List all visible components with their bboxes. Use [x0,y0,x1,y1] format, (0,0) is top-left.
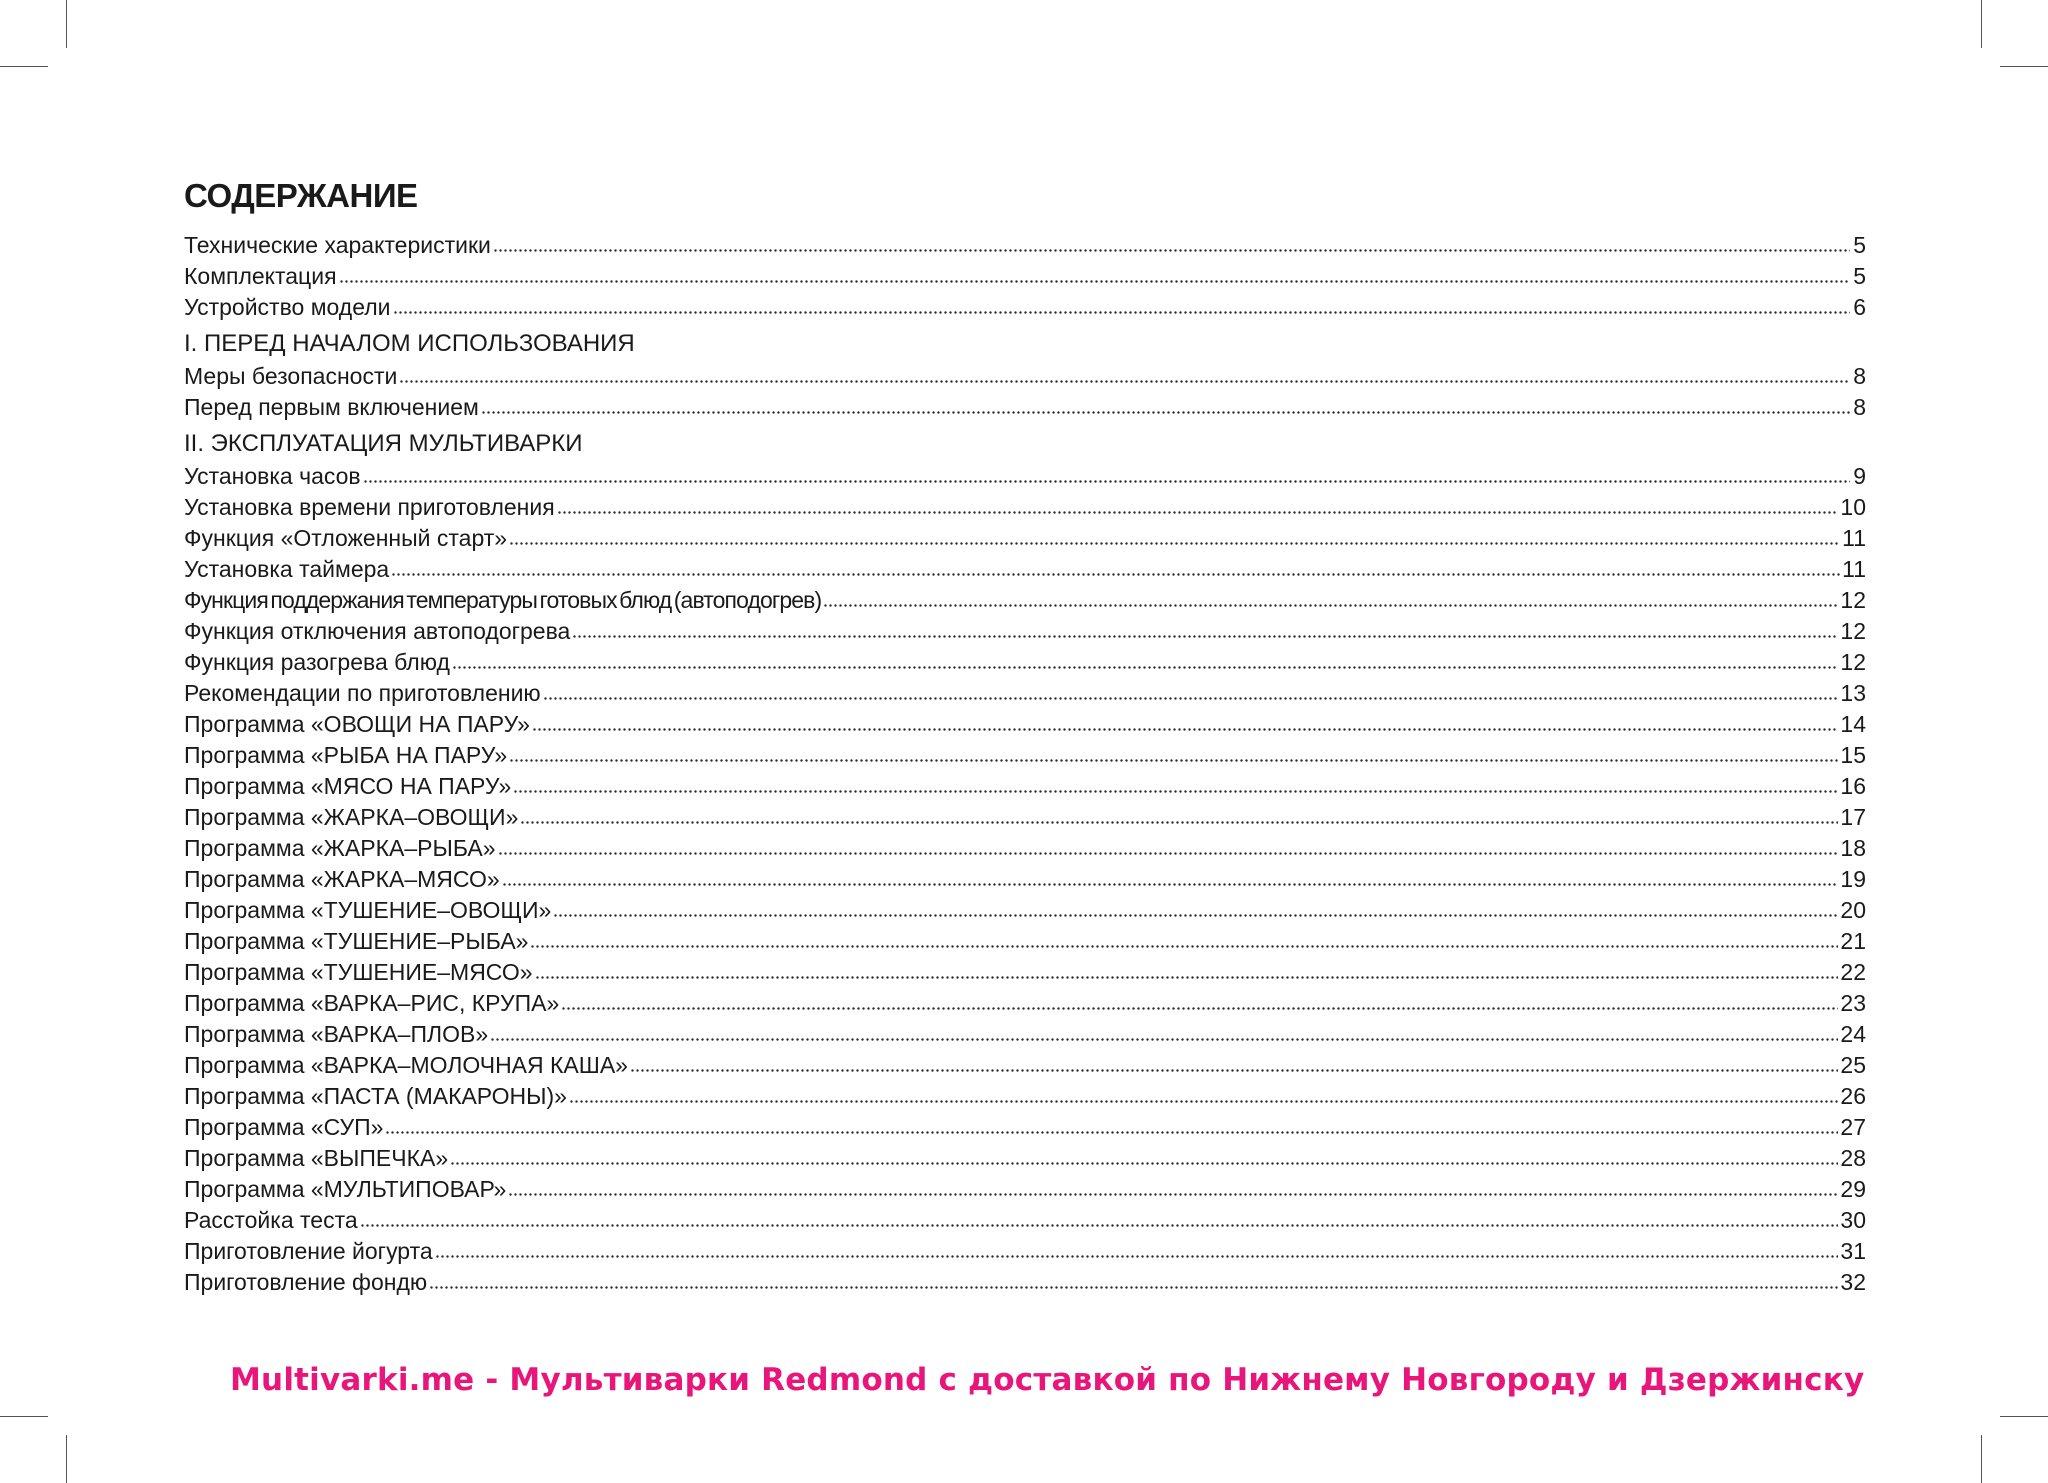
toc-entry[interactable] [184,490,1866,521]
toc-entry-label: Программа «ЖАРКА–РЫБА» [184,835,496,861]
dot-leader [509,542,1840,545]
toc-entry[interactable] [184,924,1866,955]
dot-leader [429,1286,1838,1289]
toc-entry-label: Функция отключения автоподогрева [184,618,571,644]
toc-section [184,328,1866,421]
toc-section [184,428,1866,1296]
toc-entry-page-number: 8 [1853,363,1866,389]
toc-entry-page-number: 25 [1840,1052,1866,1078]
toc-entry[interactable] [184,1017,1866,1048]
toc-entry-page-number: 32 [1840,1269,1866,1295]
toc-entry-label: Программа «ВАРКА–ПЛОВ» [184,1021,489,1047]
dot-leader [493,249,1850,252]
toc-entry-page-number: 11 [1842,556,1866,582]
crop-mark-bottom-left [66,1435,67,1483]
toc-entry-page-number: 30 [1840,1207,1866,1233]
toc-entry-page-number: 12 [1840,587,1866,613]
dot-leader [498,852,1839,855]
toc-entry-page-number: 8 [1853,394,1866,420]
section-heading: I. ПЕРЕД НАЧАЛОМ ИСПОЛЬЗОВАНИЯ [184,330,635,357]
toc-entry-label: Программа «МУЛЬТИПОВАР» [184,1176,507,1202]
toc-entry-page-number: 22 [1840,959,1866,985]
dot-leader [450,1162,1838,1165]
dot-leader [569,1100,1838,1103]
toc-entry-page-number: 14 [1840,711,1866,737]
dot-leader [509,759,1838,762]
toc-entry-label: Приготовление фондю [184,1269,428,1295]
toc-entry-label: Программа «МЯСО НА ПАРУ» [184,773,512,799]
toc-entry-label: Программа «ВЫПЕЧКА» [184,1145,449,1171]
dot-leader [481,411,1850,414]
toc-entry[interactable] [184,228,1866,259]
toc-entry[interactable] [184,769,1866,800]
toc-entry[interactable] [184,986,1866,1017]
toc-entry-page-number: 17 [1840,804,1866,830]
toc-entry-label: Программа «ЖАРКА–ОВОЩИ» [184,804,519,830]
toc-entry-label: Рекомендации по приготовлению [184,680,541,706]
toc-entry-page-number: 16 [1840,773,1866,799]
toc-entry-page-number: 12 [1840,618,1866,644]
dot-leader [399,380,1850,383]
dot-leader [532,728,1838,731]
dot-leader [561,1007,1838,1010]
toc-entry[interactable] [184,1048,1866,1079]
toc-entry-label: Функция поддержания температуры готовых блюд (автоподогрев) [184,587,822,613]
toc-entry-label: Программа «ВАРКА–РИС, КРУПА» [184,990,560,1016]
page-title: СОДЕРЖАНИЕ [184,177,418,214]
toc-entry-label: Перед первым включением [184,394,479,420]
toc-entry-page-number: 11 [1842,525,1866,551]
toc-entry[interactable] [184,390,1866,421]
toc-entry[interactable] [184,800,1866,831]
toc-entry-page-number: 27 [1840,1114,1866,1140]
footer-banner[interactable]: Multivarki.me - Мультиварки Redmond с доставкой по Нижнему Новгороду и Дзержинску [230,1362,1865,1398]
toc-entry-label: Функция разогрева блюд [184,649,450,675]
toc-entry-page-number: 12 [1840,649,1866,675]
toc-entry-label: Программа «ЖАРКА–МЯСО» [184,866,500,892]
dot-leader [553,914,1838,917]
toc-entry-label: Меры безопасности [184,363,398,389]
toc-entry[interactable] [184,676,1866,707]
toc-entry-page-number: 5 [1853,263,1866,289]
toc-entry-page-number: 28 [1840,1145,1866,1171]
crop-mark-bottom-right-h [2000,1416,2048,1417]
toc-entry-page-number: 21 [1840,928,1866,954]
dot-leader [543,697,1839,700]
toc-entry[interactable] [184,521,1866,552]
toc-entry-label: Технические характеристики [184,232,491,258]
toc-entry[interactable] [184,259,1866,290]
toc-entry[interactable] [184,1172,1866,1203]
dot-leader [630,1069,1838,1072]
toc-entry-label: Программа «ОВОЩИ НА ПАРУ» [184,711,530,737]
toc-entry-page-number: 15 [1840,742,1866,768]
toc-entry-page-number: 20 [1840,897,1866,923]
toc-sections [184,228,1866,1296]
toc-entry-label: Установка часов [184,463,361,489]
toc-entry[interactable] [184,1141,1866,1172]
toc-entry-label: Программа «СУП» [184,1114,384,1140]
toc-entry[interactable] [184,645,1866,676]
toc-entry-page-number: 18 [1840,835,1866,861]
crop-mark-top-right [1981,0,1982,48]
toc-entry[interactable] [184,738,1866,769]
toc-entry-page-number: 13 [1840,680,1866,706]
toc-entry-page-number: 23 [1840,990,1866,1016]
toc-entry-label: Программа «ТУШЕНИЕ–РЫБА» [184,928,529,954]
dot-leader [339,280,1850,283]
dot-leader [535,976,1839,979]
toc-entry-label: Установка таймера [184,556,390,582]
toc-entry[interactable] [184,831,1866,862]
dot-leader [823,604,1838,607]
crop-mark-top-left [66,0,67,48]
toc-entry[interactable] [184,955,1866,986]
toc-entry-page-number: 26 [1840,1083,1866,1109]
toc-entry-label: Программа «ВАРКА–МОЛОЧНАЯ КАША» [184,1052,628,1078]
toc-entry-label: Комплектация [184,263,337,289]
toc-entry[interactable] [184,1079,1866,1110]
toc-entry[interactable] [184,1110,1866,1141]
toc-entry[interactable] [184,1265,1866,1296]
toc-entry[interactable] [184,583,1866,614]
dot-leader [385,1131,1838,1134]
toc-entry-page-number: 19 [1840,866,1866,892]
dot-leader [513,790,1838,793]
toc-entry[interactable] [184,707,1866,738]
toc-entry-page-number: 31 [1840,1238,1866,1264]
toc-entry-page-number: 24 [1840,1021,1866,1047]
table-of-contents [184,174,1866,1296]
toc-entry-page-number: 5 [1853,232,1866,258]
toc-entry-page-number: 10 [1840,494,1866,520]
toc-entry[interactable] [184,893,1866,924]
dot-leader [363,480,1850,483]
dot-leader [557,511,1839,514]
toc-entry-label: Функция «Отложенный старт» [184,525,508,551]
crop-mark-bottom-left-h [0,1416,48,1417]
toc-entry-page-number: 6 [1853,294,1866,320]
toc-entry-label: Устройство модели [184,294,391,320]
dot-leader [490,1038,1838,1041]
dot-leader [508,1193,1838,1196]
toc-entry[interactable] [184,290,1866,321]
dot-leader [520,821,1838,824]
crop-mark-bottom-right [1981,1435,1982,1483]
toc-entry-page-number: 9 [1853,463,1866,489]
section-heading: II. ЭКСПЛУАТАЦИЯ МУЛЬТИВАРКИ [184,430,583,457]
dot-leader [360,1224,1839,1227]
dot-leader [435,1255,1839,1258]
toc-entry-label: Программа «ПАСТА (МАКАРОНЫ)» [184,1083,567,1109]
toc-entry-label: Расстойка теста [184,1207,358,1233]
dot-leader [391,573,1840,576]
dot-leader [452,666,1839,669]
dot-leader [502,883,1839,886]
toc-entry-label: Программа «РЫБА НА ПАРУ» [184,742,508,768]
toc-entry[interactable] [184,614,1866,645]
toc-section [184,228,1866,321]
toc-entry[interactable] [184,552,1866,583]
toc-entry[interactable] [184,1203,1866,1234]
toc-entry-label: Программа «ТУШЕНИЕ–МЯСО» [184,959,533,985]
dot-leader [572,635,1838,638]
toc-entry-page-number: 29 [1840,1176,1866,1202]
crop-mark-top-left-h [0,66,48,67]
toc-entry-label: Приготовление йогурта [184,1238,433,1264]
toc-entry[interactable] [184,1234,1866,1265]
toc-entry-label: Установка времени приготовления [184,494,555,520]
toc-entry[interactable] [184,459,1866,490]
toc-entry-label: Программа «ТУШЕНИЕ–ОВОЩИ» [184,897,552,923]
dot-leader [393,311,1850,314]
toc-entry[interactable] [184,359,1866,390]
crop-mark-top-right-h [2000,66,2048,67]
dot-leader [530,945,1838,948]
toc-entry[interactable] [184,862,1866,893]
